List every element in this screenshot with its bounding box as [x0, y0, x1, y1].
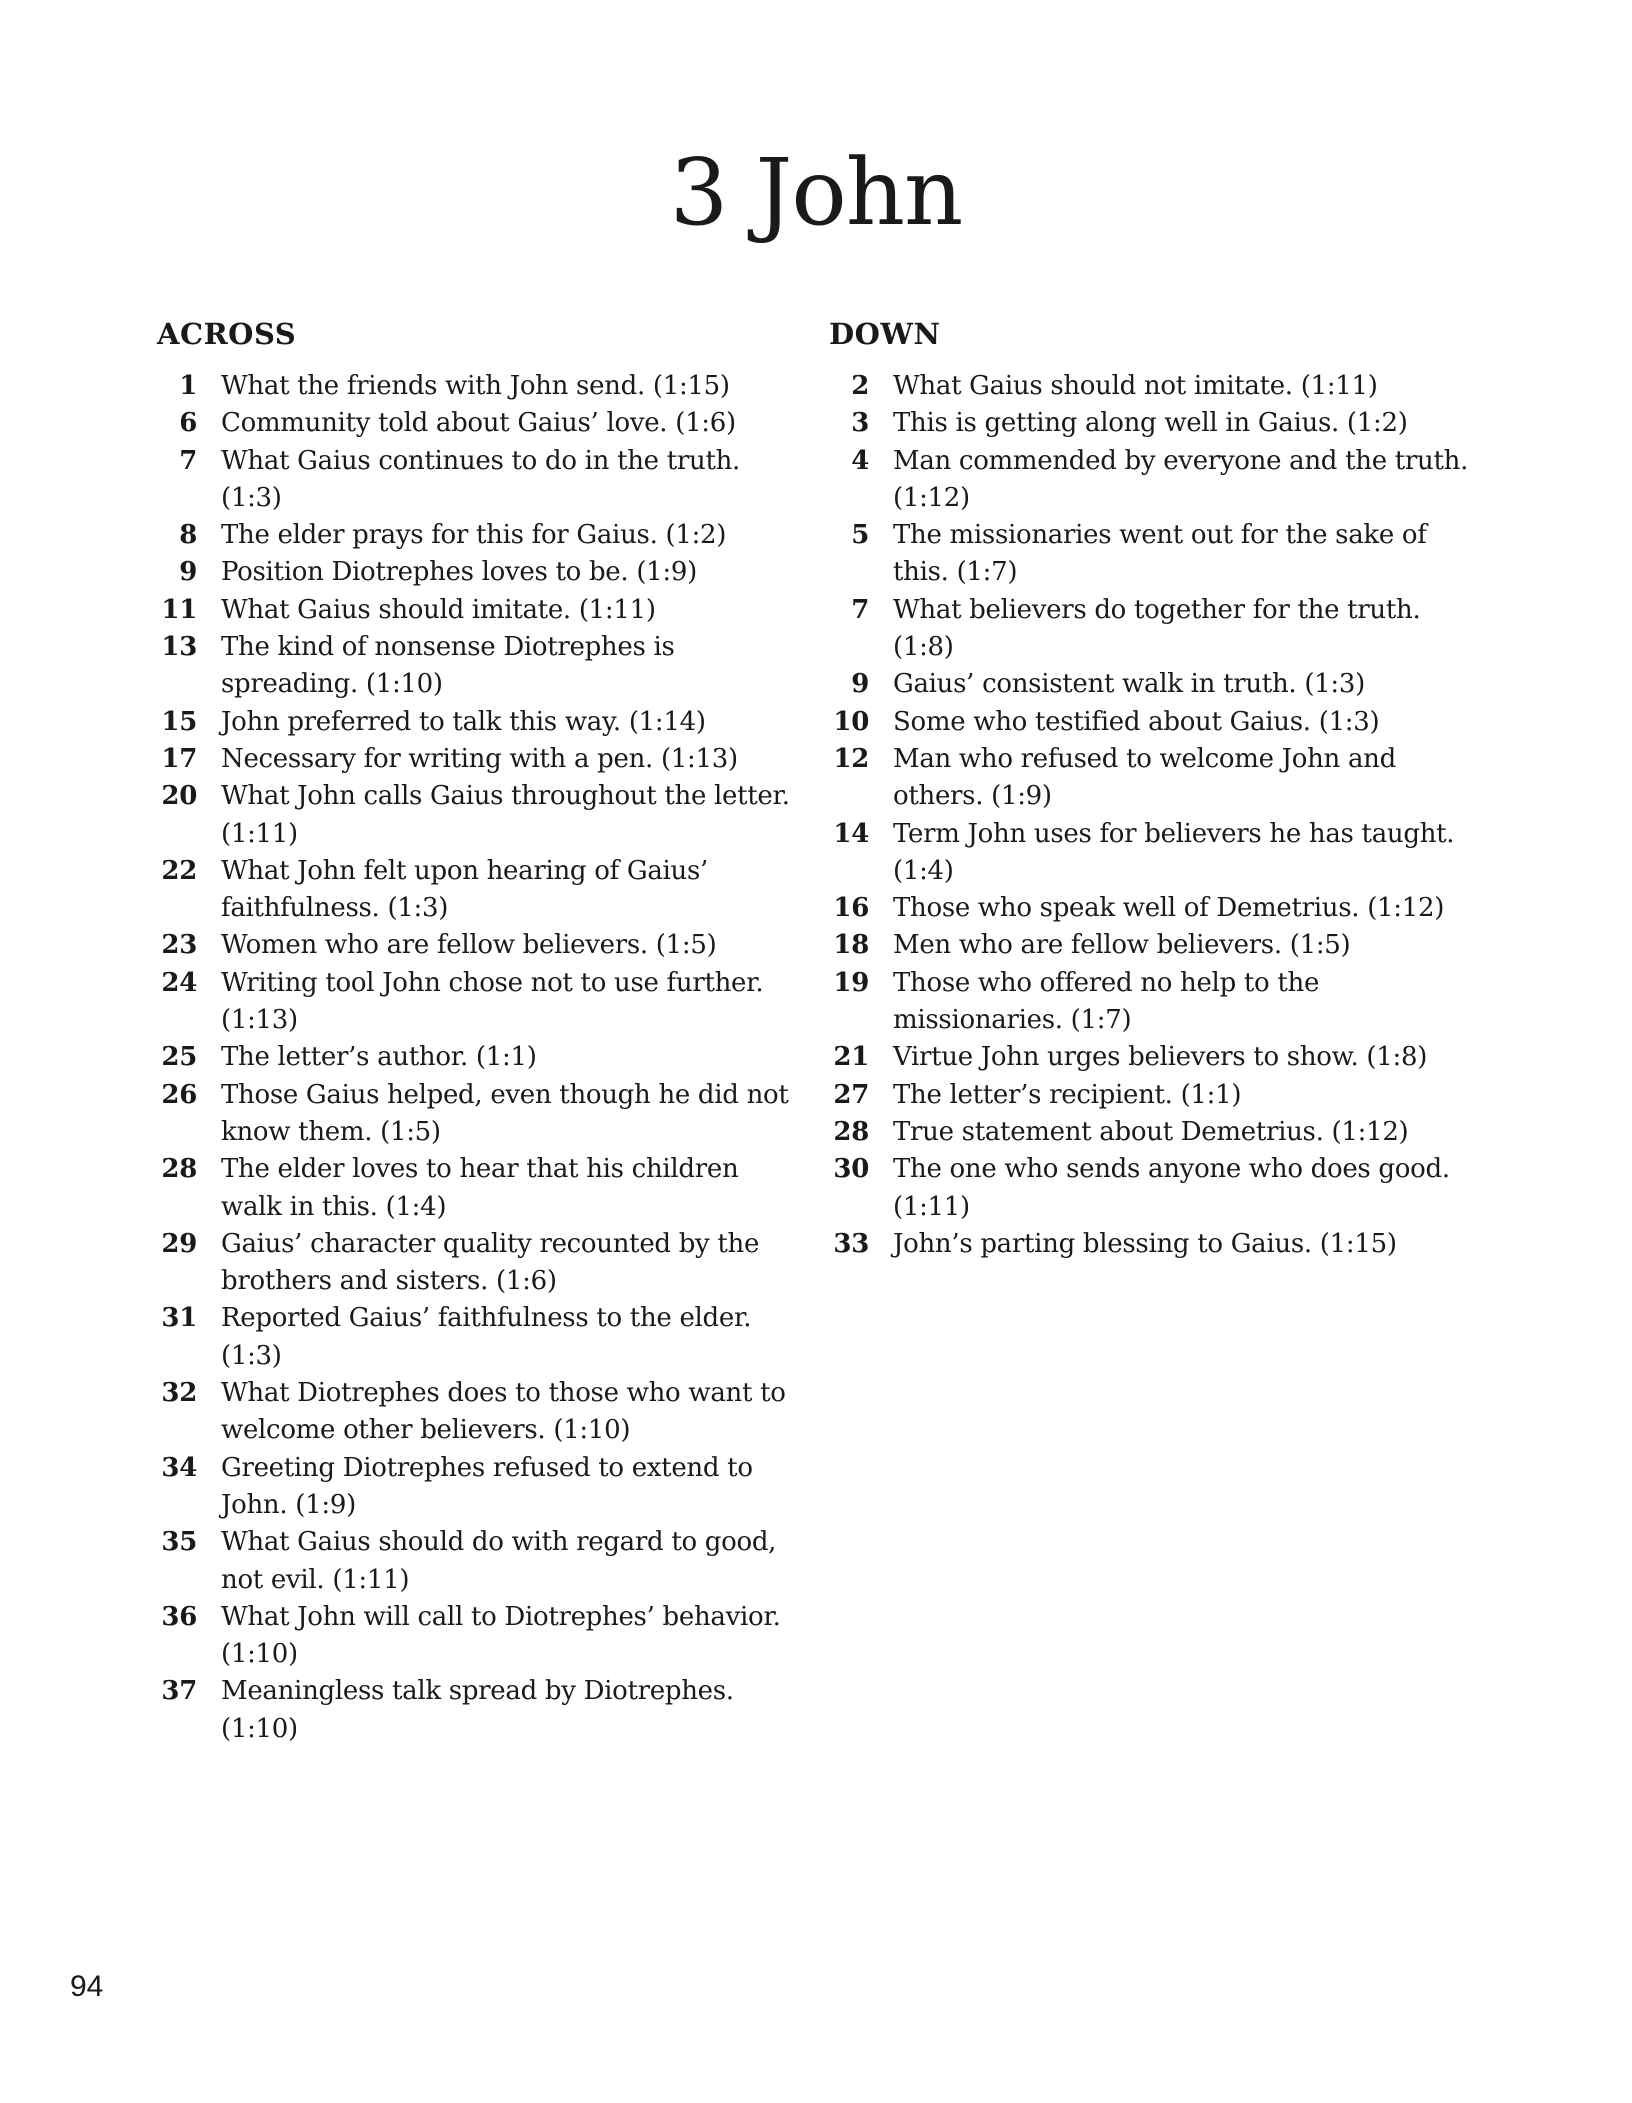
clue-item [157, 853, 807, 928]
clue-text: The elder loves to hear that his children walk in this. (1:4) [221, 1154, 739, 1222]
clue-number: 23 [161, 930, 197, 961]
clue-item [829, 741, 1479, 816]
clue-text: Gaius’ consistent walk in truth. (1:3) [893, 669, 1365, 700]
clue-item [829, 443, 1479, 518]
across-clue-list [157, 368, 807, 1748]
clue-item [157, 927, 807, 964]
clue-item [157, 1077, 807, 1152]
clue-number: 9 [851, 669, 869, 700]
clue-text: What the friends with John send. (1:15) [221, 371, 730, 401]
clue-number: 32 [161, 1378, 197, 1409]
clue-text: John preferred to talk this way. (1:14) [221, 706, 706, 737]
clue-number: 7 [179, 445, 197, 476]
clue-text: What believers do together for the truth. (1:8) [893, 594, 1421, 663]
clue-item [829, 517, 1479, 592]
clue-text: Women who are fellow believers. (1:5) [221, 930, 717, 961]
clue-item [829, 666, 1479, 703]
clue-number: 12 [833, 743, 869, 774]
clue-text: Gaius’ character quality recounted by the brothers and sisters. (1:6) [221, 1228, 760, 1297]
clue-number: 19 [833, 967, 869, 998]
clue-text: The elder prays for this for Gaius. (1:2) [221, 520, 727, 551]
clue-number: 29 [161, 1228, 197, 1259]
clue-item [157, 1450, 807, 1525]
clue-item [157, 517, 807, 554]
clue-number: 7 [851, 594, 869, 625]
clue-item [829, 1114, 1479, 1151]
clue-number: 16 [833, 893, 869, 924]
clue-text: What Gaius should not imitate. (1:11) [893, 371, 1378, 401]
clue-item [829, 1039, 1479, 1076]
clue-item [829, 405, 1479, 442]
clue-number: 28 [833, 1116, 869, 1147]
clue-text: The one who sends anyone who does good. (1:11) [893, 1154, 1450, 1222]
clue-text: Writing tool John chose not to use further. (1:13) [221, 967, 764, 1036]
clue-item [157, 1375, 807, 1450]
clue-number: 13 [161, 632, 197, 663]
clue-number: 6 [179, 408, 197, 439]
clue-number: 33 [833, 1228, 869, 1259]
clue-number: 10 [833, 706, 869, 737]
clue-item [157, 704, 807, 741]
clue-number: 37 [161, 1676, 197, 1707]
clue-number: 3 [851, 408, 869, 439]
clue-item [157, 965, 807, 1040]
clue-number: 5 [851, 520, 869, 551]
clue-text: Man commended by everyone and the truth. (1:12) [893, 445, 1469, 513]
clue-item [157, 629, 807, 704]
clue-text: The missionaries went out for the sake of this. (1:7) [893, 520, 1427, 588]
clue-item [157, 1151, 807, 1226]
clue-text: Necessary for writing with a pen. (1:13) [221, 743, 738, 774]
clue-number: 14 [833, 818, 869, 849]
clue-number: 36 [161, 1601, 197, 1632]
clue-text: What Gaius continues to do in the truth. (1:3) [221, 445, 741, 513]
clue-number: 11 [161, 594, 197, 625]
clue-item [157, 592, 807, 629]
clue-number: 20 [161, 781, 197, 812]
clue-item [157, 1599, 807, 1674]
clue-item [829, 1077, 1479, 1114]
clue-text: Virtue John urges believers to show. (1:8) [893, 1042, 1428, 1073]
clue-item [157, 741, 807, 778]
clue-item [157, 1300, 807, 1375]
page-title: 3 John [669, 139, 963, 246]
clue-item [829, 1151, 1479, 1226]
clue-text: The kind of nonsense Diotrephes is spreading. (1:10) [221, 632, 675, 700]
clue-text: True statement about Demetrius. (1:12) [893, 1116, 1409, 1147]
clue-number: 15 [161, 706, 197, 737]
clue-text: What John will call to Diotrephes’ behavior. (1:10) [221, 1601, 781, 1670]
clue-number: 9 [179, 557, 197, 588]
clue-text: Position Diotrephes loves to be. (1:9) [221, 557, 697, 588]
clue-item [829, 368, 1479, 405]
clue-number: 27 [833, 1079, 869, 1110]
clue-text: Those who offered no help to the missionaries. (1:7) [893, 967, 1320, 1036]
clue-text: What John calls Gaius throughout the letter. (1:11) [221, 781, 790, 849]
clue-item [157, 1673, 807, 1748]
clue-number: 8 [179, 520, 197, 551]
clue-text: The letter’s recipient. (1:1) [893, 1079, 1242, 1110]
clue-number: 35 [161, 1527, 197, 1558]
clue-item [157, 443, 807, 518]
clue-number: 1 [179, 371, 197, 401]
clue-item [829, 592, 1479, 667]
clue-item [157, 778, 807, 853]
clue-text: Meaningless talk spread by Diotrephes. (1:10) [221, 1676, 734, 1744]
clue-item [829, 704, 1479, 741]
clue-item [157, 1226, 807, 1301]
clue-text: The letter’s author. (1:1) [221, 1042, 537, 1073]
clue-item [157, 554, 807, 591]
clue-text: Men who are fellow believers. (1:5) [893, 930, 1351, 961]
clue-text: Community told about Gaius’ love. (1:6) [221, 408, 736, 439]
clue-text: Some who testified about Gaius. (1:3) [893, 706, 1380, 737]
clue-number: 21 [833, 1042, 869, 1073]
clue-number: 28 [161, 1154, 197, 1185]
clue-item [829, 816, 1479, 891]
clue-number: 2 [851, 371, 869, 401]
clue-item [829, 927, 1479, 964]
across-heading: ACROSS [157, 317, 297, 351]
clue-number: 17 [161, 743, 197, 774]
across-clues-section [157, 314, 807, 1748]
clue-number: 25 [161, 1042, 197, 1073]
clue-text: Man who refused to welcome John and others. (1:9) [893, 743, 1396, 812]
clue-text: What Gaius should imitate. (1:11) [221, 594, 656, 625]
clue-text: Greeting Diotrephes refused to extend to John. (1:9) [221, 1452, 753, 1520]
clue-item [829, 1226, 1479, 1263]
clue-number: 22 [161, 855, 197, 886]
clue-text: This is getting along well in Gaius. (1:2) [893, 408, 1408, 439]
clue-number: 26 [161, 1079, 197, 1110]
clue-number: 31 [161, 1303, 197, 1334]
clue-text: Reported Gaius’ faithfulness to the elder. (1:3) [221, 1303, 752, 1371]
clue-number: 34 [161, 1452, 197, 1483]
clue-text: Those Gaius helped, even though he did not know them. (1:5) [221, 1079, 789, 1147]
clue-item [157, 405, 807, 442]
page-number: 94 [70, 1970, 104, 2003]
clue-item [157, 1039, 807, 1076]
clue-number: 30 [833, 1154, 869, 1185]
clue-text: What Gaius should do with regard to good, not evil. (1:11) [221, 1527, 777, 1595]
down-clue-list [829, 368, 1479, 1263]
clue-text: Those who speak well of Demetrius. (1:12) [893, 893, 1445, 924]
down-clues-section [829, 314, 1479, 1263]
down-heading: DOWN [829, 317, 941, 351]
clue-item [829, 890, 1479, 927]
clue-number: 24 [161, 967, 197, 998]
clue-text: What Diotrephes does to those who want to welcome other believers. (1:10) [221, 1378, 786, 1446]
clue-text: What John felt upon hearing of Gaius’ faithfulness. (1:3) [221, 855, 709, 924]
clue-item [157, 1524, 807, 1599]
clue-number: 18 [833, 930, 869, 961]
clue-number: 4 [851, 445, 869, 476]
clue-item [829, 965, 1479, 1040]
clue-text: Term John uses for believers he has taught. (1:4) [893, 818, 1455, 886]
clue-text: John’s parting blessing to Gaius. (1:15) [893, 1228, 1397, 1259]
clue-item [157, 368, 807, 405]
